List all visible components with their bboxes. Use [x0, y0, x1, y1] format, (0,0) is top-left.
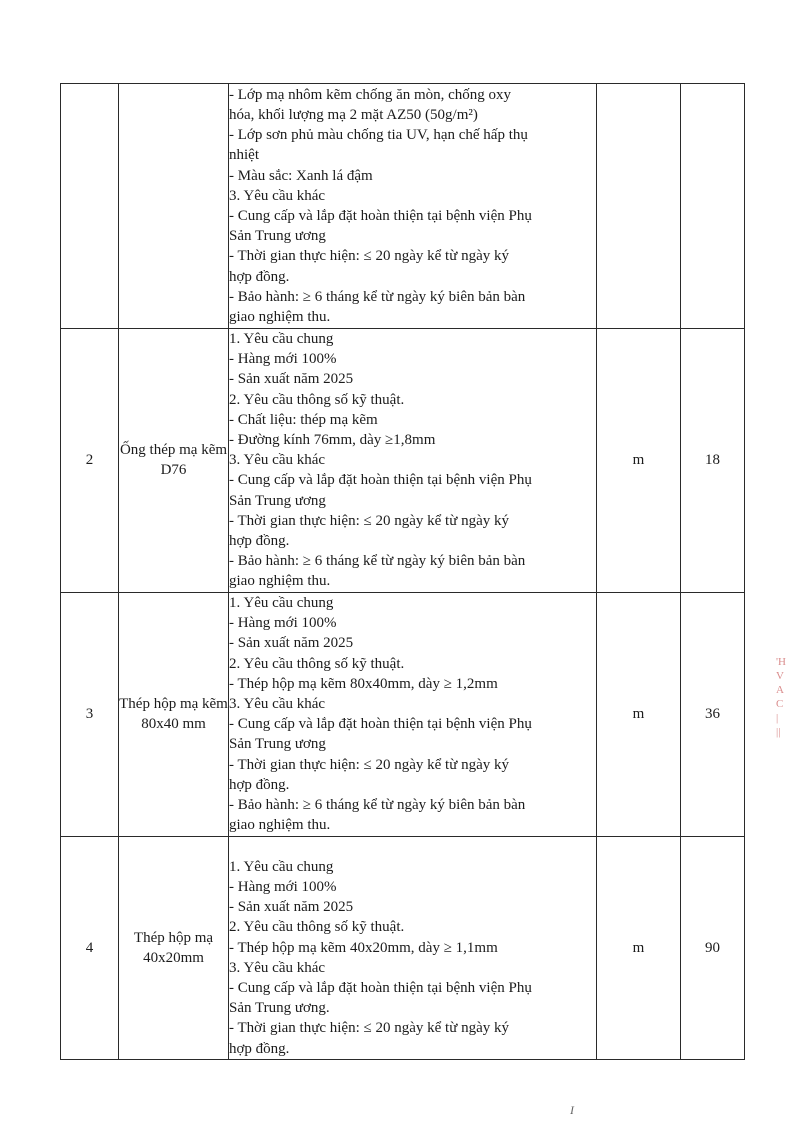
requirement-line: - Bảo hành: ≥ 6 tháng kể từ ngày ký biên bản bàn	[229, 796, 526, 813]
spec-table	[60, 83, 745, 1060]
requirement-line: - Sản xuất năm 2025	[229, 371, 354, 388]
table-row	[61, 836, 745, 1059]
table-row	[61, 592, 745, 836]
item-name: Thép hộp mạ kẽm 80x40 mm	[119, 592, 229, 836]
requirement-line: - Thép hộp mạ kẽm 80x40mm, dày ≥ 1,2mm	[229, 675, 498, 692]
requirement-line: - Màu sắc: Xanh lá đậm	[229, 167, 373, 184]
requirement-line: hợp đồng.	[229, 533, 290, 550]
row-number: 3	[61, 592, 119, 836]
unit-cell: m	[597, 836, 681, 1059]
requirement-line: - Đường kính 76mm, dày ≥1,8mm	[229, 432, 436, 449]
requirement-line: hợp đồng.	[229, 776, 290, 793]
requirement-line: - Thép hộp mạ kẽm 40x20mm, dày ≥ 1,1mm	[229, 939, 498, 956]
requirement-line: Sản Trung ương.	[229, 1000, 330, 1017]
requirement-line: - Sản xuất năm 2025	[229, 899, 354, 916]
requirement-line: 2. Yêu cầu thông số kỹ thuật.	[229, 919, 405, 936]
requirement-line: - Thời gian thực hiện: ≤ 20 ngày kể từ ngày ký	[229, 1020, 510, 1037]
requirement-line: 1. Yêu cầu chung	[229, 331, 334, 347]
quantity-cell: 18	[681, 329, 745, 593]
requirement-line: 3. Yêu cầu khác	[229, 959, 326, 976]
table-row-continuation	[61, 84, 745, 329]
requirement-line: - Sản xuất năm 2025	[229, 635, 354, 652]
requirement-line: - Lớp mạ nhôm kẽm chống ăn mòn, chống oxy	[229, 86, 512, 103]
requirement-line: 3. Yêu cầu khác	[229, 695, 326, 712]
item-requirements	[229, 592, 597, 836]
requirement-line: - Cung cấp và lắp đặt hoàn thiện tại bệnh viện Phụ	[229, 716, 532, 733]
requirement-line: - Chất liệu: thép mạ kẽm	[229, 411, 378, 428]
requirement-line: 3. Yêu cầu khác	[229, 452, 326, 469]
requirement-line: 1. Yêu cầu chung	[229, 858, 334, 875]
requirement-line: nhiệt	[229, 147, 259, 164]
margin-stamp-mark: 'H V A C | ||	[776, 656, 786, 738]
item-requirements	[229, 84, 597, 329]
requirement-line: 2. Yêu cầu thông số kỹ thuật.	[229, 655, 405, 672]
quantity-cell	[681, 84, 745, 329]
item-requirements	[229, 329, 597, 593]
requirement-line: Sản Trung ương	[229, 492, 326, 509]
requirement-line: hóa, khối lượng mạ 2 mặt AZ50 (50g/m²)	[229, 106, 478, 123]
item-name: Ống thép mạ kẽm D76	[119, 329, 229, 593]
requirement-line: - Thời gian thực hiện: ≤ 20 ngày kể từ ngày ký	[229, 756, 510, 773]
requirement-line: giao nghiệm thu.	[229, 573, 331, 590]
requirement-line: 2. Yêu cầu thông số kỹ thuật.	[229, 391, 405, 408]
requirement-line: - Cung cấp và lắp đặt hoàn thiện tại bệnh viện Phụ	[229, 208, 532, 224]
requirement-line: hợp đồng.	[229, 1040, 290, 1057]
table-row	[61, 329, 745, 593]
requirement-line: 1. Yêu cầu chung	[229, 594, 334, 611]
requirement-line: giao nghiệm thu.	[229, 309, 331, 326]
requirement-line: - Bảo hành: ≥ 6 tháng kể từ ngày ký biên bản bàn	[229, 553, 526, 570]
item-name	[119, 84, 229, 329]
requirement-line: - Bảo hành: ≥ 6 tháng kể từ ngày ký biên bản bàn	[229, 288, 526, 305]
requirement-line: 3. Yêu cầu khác	[229, 187, 326, 204]
requirement-line: Sản Trung ương	[229, 228, 326, 245]
quantity-cell: 90	[681, 836, 745, 1059]
row-number	[61, 84, 119, 329]
requirement-line: - Thời gian thực hiện: ≤ 20 ngày kể từ ngày ký	[229, 512, 510, 529]
requirement-line: - Hàng mới 100%	[229, 615, 337, 632]
requirement-line: - Lớp sơn phủ màu chống tia UV, hạn chế hấp thụ	[229, 127, 528, 144]
unit-cell	[597, 84, 681, 329]
item-requirements	[229, 836, 597, 1059]
requirement-line	[229, 837, 596, 857]
requirement-line: hợp đồng.	[229, 268, 290, 285]
requirement-line: - Hàng mới 100%	[229, 351, 337, 368]
requirement-line: - Thời gian thực hiện: ≤ 20 ngày kể từ ngày ký	[229, 248, 510, 265]
requirement-line: - Cung cấp và lắp đặt hoàn thiện tại bệnh viện Phụ	[229, 472, 532, 489]
page-mark: I	[570, 1103, 574, 1117]
item-name: Thép hộp mạ 40x20mm	[119, 836, 229, 1059]
requirement-line: - Cung cấp và lắp đặt hoàn thiện tại bệnh viện Phụ	[229, 980, 532, 997]
row-number: 4	[61, 836, 119, 1059]
unit-cell: m	[597, 329, 681, 593]
requirement-line: giao nghiệm thu.	[229, 817, 331, 834]
unit-cell: m	[597, 592, 681, 836]
quantity-cell: 36	[681, 592, 745, 836]
requirement-line: Sản Trung ương	[229, 736, 326, 753]
requirement-line: - Hàng mới 100%	[229, 879, 337, 896]
row-number: 2	[61, 329, 119, 593]
